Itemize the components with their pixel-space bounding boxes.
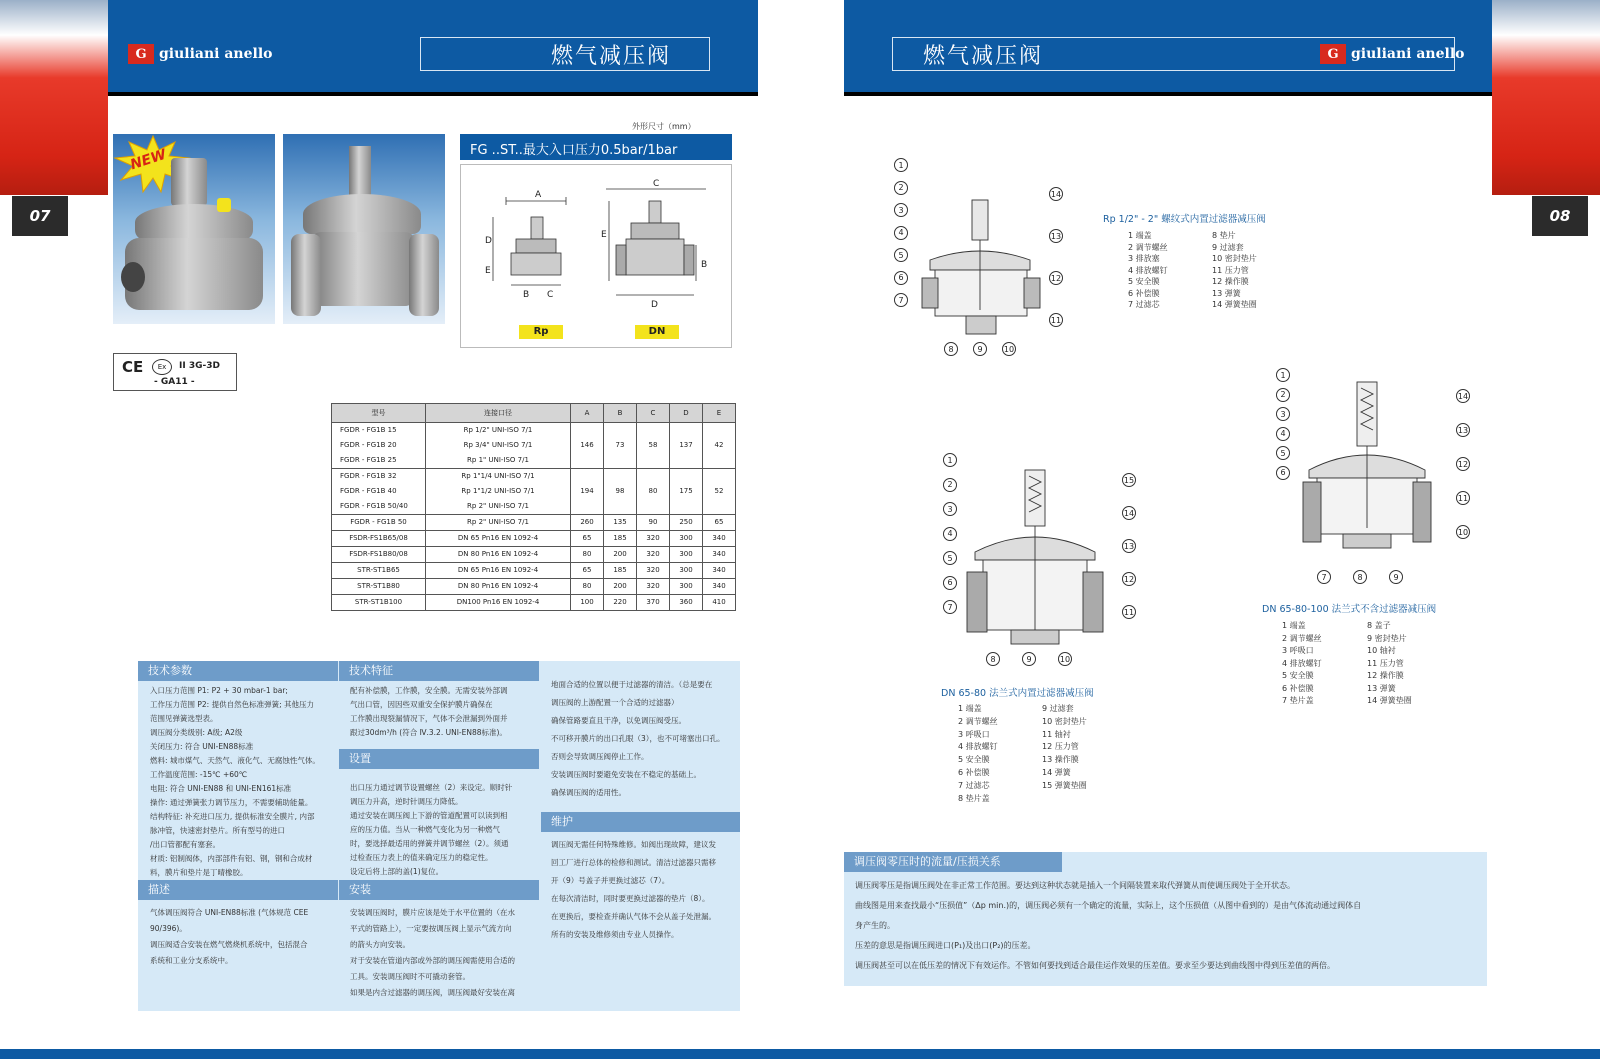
text-line: 在每次清洁时，同时要更换过滤器的垫片（8）。 [551,894,710,903]
text-line: 8 垫片盖 [958,793,990,803]
text-line: 对于安装在管道内部或外部的调压阀需使用合适的 [350,956,515,965]
text-line: 在更换后，要检查并确认气体不会从盖子处泄漏。 [551,912,716,921]
conn-cell: DN 80 Pn16 EN 1092-4 [426,579,571,595]
section-head-tech-features: 技术特征 [339,661,539,681]
callout-number: 2 [894,181,908,195]
brand-mark-icon: G [1320,44,1346,64]
table-row [332,563,736,579]
value-cell: 80 [571,547,604,563]
text-line: 11 压力管 [1367,658,1404,668]
callout-number: 6 [1276,466,1290,480]
diagram-rp-legend-left [1128,230,1168,311]
text-line: 6 补偿膜 [1282,683,1314,693]
table-row [332,547,736,563]
text-line: 8 垫片 [1212,231,1236,240]
text-line: 地面合适的位置以便于过滤器的清洁。（总是要在 [551,680,713,689]
callout-number: 1 [894,158,908,172]
text-line: 如果是内含过滤器的调压阀，调压阀最好安装在离 [350,988,515,997]
text-line: 8 盖子 [1367,621,1391,630]
text-line: 料，膜片和垫片是丁晴橡胶。 [150,868,248,877]
valve-illustration [409,234,439,316]
callout-number: 4 [894,226,908,240]
dn-label: DN [635,325,679,339]
model-cell: FGDR - FG1B 15 FGDR - FG1B 20 FGDR - FG1B 25 [332,423,426,469]
text-line: 13 弹簧 [1367,683,1396,693]
text-line: 90/396)。 [150,924,187,933]
value-cell: 200 [604,547,637,563]
callout-number: 12 [1122,572,1136,586]
ex-mark-icon: Ex [152,359,172,375]
value-cell: 146 [571,423,604,469]
callout-number: 9 [973,342,987,356]
text-line: 系统和工业分支系统中。 [150,956,233,965]
callout-number: 2 [943,478,957,492]
callout-number: 8 [986,652,1000,666]
callout-number: 13 [1122,539,1136,553]
dim-label-b: B [701,260,708,270]
dim-label-e: E [485,266,491,276]
text-line: /出口管都配有塞套。 [150,840,221,849]
value-cell: 300 [670,547,703,563]
col-header: C [637,404,670,423]
value-cell: 73 [604,423,637,469]
col-header: E [703,404,736,423]
text-line: 工作压力范围 P2: 提供自然色标准弹簧; 其他压力 [150,700,314,709]
text-line: 5 安全膜 [1282,671,1314,680]
dim-label-b: B [523,290,530,300]
text-line: 所有的安装及维修须由专业人员操作。 [551,930,679,939]
callout-number: 5 [1276,446,1290,460]
col-header: B [604,404,637,423]
text-line: 的箭头方向安装。 [350,940,410,949]
text-line: 4 排放螺钉 [958,742,998,752]
text-line: 不可移开膜片的出口孔眼（3），也不可堵塞出口孔。 [551,734,725,743]
callout-number: 2 [1276,388,1290,402]
text-line: 时，要选择最适用的弹簧并调节螺丝（2）。须通 [350,839,509,848]
page-title-left: 燃气减压阀 [420,37,710,71]
table-row [332,515,736,531]
callout-number: 13 [1049,229,1063,243]
callout-number: 14 [1456,389,1470,403]
value-cell: 360 [670,595,703,611]
callout-number: 7 [1317,570,1331,584]
diagram-rp-legend-right [1212,230,1257,311]
callout-number: 10 [1002,342,1016,356]
callout-number: 10 [1456,525,1470,539]
value-cell: 137 [670,423,703,469]
text-line: 应的压力值。当从一种燃气变化为另一种燃气 [350,825,500,834]
diagram-dn6580-drawing [955,462,1125,662]
diagram-dn65100-drawing [1295,378,1455,568]
text-line: 2 调节螺丝 [958,716,998,726]
text-line: 12 操作膜 [1367,671,1404,680]
value-cell: 65 [571,531,604,547]
table-row [332,423,736,469]
corner-decoration-right [1492,0,1600,195]
col-header: 连接口径 [426,404,571,423]
text-line: 12 操作膜 [1212,277,1249,286]
model-cell: FGDR - FG1B 32 FGDR - FG1B 40 FGDR - FG1B 50/40 [332,469,426,515]
value-cell: 90 [637,515,670,531]
dim-label-c: C [653,179,660,189]
callout-number: 12 [1456,457,1470,471]
value-cell: 65 [703,515,736,531]
text-line: 11 压力管 [1212,265,1249,275]
diagram-dn6580-legend-right [1042,703,1087,793]
text-line: 电阻: 符合 UNI-EN88 和 UNI-EN161标准 [150,784,292,793]
value-cell: 185 [604,531,637,547]
text-line: 操作: 通过弹簧张力调节压力，不需要辅助能量。 [150,798,313,807]
text-line: 回工厂进行总体的检修和测试。清洁过滤器只需移 [551,858,716,867]
col-header: D [670,404,703,423]
value-cell: 370 [637,595,670,611]
callout-number: 11 [1456,491,1470,505]
text-line: 曲线图是用来查找最小“压损值”（Δp min.)的，调压阀必须有一个确定的流量，实际上，这个压损值（从图中看到的）是由气体流动通过阀体自 [855,901,1362,910]
value-cell: 65 [571,563,604,579]
page-number-right: 08 [1532,196,1588,236]
certification-box [113,353,237,391]
model-cell: STR-ST1B80 [332,579,426,595]
text-line: 确保管路要直且干净，以免调压阀受压。 [551,716,686,725]
brand-name: giuliani anello [159,46,273,62]
valve-illustration [311,232,415,306]
text-line: 2 调节螺丝 [1128,242,1168,252]
callout-number: 13 [1456,423,1470,437]
value-cell: 300 [670,563,703,579]
dimension-drawing [461,165,731,347]
conn-cell: DN 80 Pn16 EN 1092-4 [426,547,571,563]
text-line: 调压阀分类级别: A级; A2级 [150,728,243,737]
value-cell: 42 [703,423,736,469]
value-cell: 320 [637,531,670,547]
text-line: 气出口管，因因些双重安全保护膜片确保在 [350,700,493,709]
diagram-rp-drawing [900,160,1070,350]
text-line: 5 安全膜 [958,755,990,765]
text-line: 14 弹簧垫圈 [1367,696,1412,705]
text-line: 调压阀无需任何特殊维修。如阀出现故障，建议发 [551,840,716,849]
text-line: 调压阀适合安装在燃气燃烧机系统中，包括混合 [150,940,308,949]
text-line: 2 调节螺丝 [1282,633,1322,643]
text-line: 气体调压阀符合 UNI-EN88标准 (气体规范 CEE [150,908,309,917]
value-cell: 320 [637,563,670,579]
text-line: 9 过滤套 [1042,704,1074,713]
value-cell: 340 [703,563,736,579]
model-cell: STR-ST1B65 [332,563,426,579]
table-row [332,595,736,611]
rp-label: Rp [519,325,563,339]
section-head-install: 安装 [339,880,539,900]
section-text-tech-params [150,684,340,880]
dim-label-e: E [601,230,607,240]
callout-number: 3 [943,502,957,516]
product-photo-threaded [113,134,275,324]
page-number-left: 07 [12,196,68,236]
text-line: 调压阀甚至可以在低压差的情况下有效运作。不管如何要找到适合最佳运作效果的压差值。要求至少要达到曲线图中得到压差值的两倍。 [855,961,1335,970]
model-cell: FSDR-FS1B80/08 [332,547,426,563]
text-line: 调压阀的上游配置一个合适的过滤器） [551,698,679,707]
conn-cell: DN 65 Pn16 EN 1092-4 [426,563,571,579]
col-header: 型号 [332,404,426,423]
diagram-rp-title: Rp 1/2" - 2" 螺纹式内置过滤器减压阀 [1103,214,1266,225]
footer-band [0,1049,1600,1059]
value-cell: 300 [670,579,703,595]
dimension-note: 外形尺寸（mm） [632,122,696,131]
text-line: 10 密封垫片 [1042,716,1087,726]
diagram-dn65100-title: DN 65-80-100 法兰式不含过滤器减压阀 [1262,604,1437,615]
diagram-dn6580-title: DN 65-80 法兰式内置过滤器减压阀 [941,688,1094,699]
text-line: 调压力升高，逆时针调压力降低。 [350,797,463,806]
text-line: 范围见弹簧选型表。 [150,714,218,723]
value-cell: 320 [637,579,670,595]
series-title: FG ..ST..最大入口压力0.5bar/1bar [470,143,678,158]
table-header-row [332,404,736,423]
text-line: 7 过滤芯 [1128,300,1160,309]
text-line: 5 安全膜 [1128,277,1160,286]
text-line: 过检查压力表上的值来确定压力的稳定性。 [350,853,493,862]
section-text-maintenance [551,836,741,944]
callout-number: 4 [943,527,957,541]
text-line: 1 端盖 [1282,621,1306,630]
valve-illustration [291,234,321,316]
valve-illustration [349,146,371,196]
section-text-install-cont [551,676,741,802]
dimension-drawing-panel [460,164,732,348]
spec-table [331,403,736,611]
text-line: 3 排放塞 [1128,254,1160,263]
table-row [332,531,736,547]
text-line: 4 排放螺钉 [1282,658,1322,668]
text-line: 关闭压力: 符合 UNI-EN88标准 [150,742,254,751]
text-line: 12 压力管 [1042,742,1079,752]
text-line: 9 过滤套 [1212,242,1244,252]
corner-decoration-left [0,0,108,195]
text-line: 设定后将上部的盖(1)复位。 [350,867,444,876]
value-cell: 175 [670,469,703,515]
table-row [332,579,736,595]
series-title-bar [460,134,732,160]
dim-label-a: A [535,190,542,200]
value-cell: 260 [571,515,604,531]
text-line: 11 轴衬 [1042,729,1071,739]
value-cell: 340 [703,579,736,595]
text-line: 结构特征: 补充进口压力, 提供标准安全膜片, 内部 [150,812,315,821]
valve-illustration [171,158,207,206]
text-line: 3 呼吸口 [958,729,990,739]
value-cell: 320 [637,547,670,563]
text-line: 4 排放螺钉 [1128,265,1168,275]
callout-number: 4 [1276,427,1290,441]
callout-number: 15 [1122,473,1136,487]
callout-number: 3 [1276,407,1290,421]
callout-number: 6 [894,271,908,285]
callout-number: 12 [1049,271,1063,285]
value-cell: 220 [604,595,637,611]
text-line: 工作膜出现裂漏情况下，气体不会泄漏到外面并 [350,714,508,723]
table-row [332,469,736,515]
callout-number: 10 [1058,652,1072,666]
section-text-install [350,905,540,1001]
diagram-dn6580-legend-left [958,703,998,805]
text-line: 配有补偿膜，工作膜，安全膜。无需安装外部调 [350,686,508,695]
conn-cell: Rp 1"1/4 UNI-ISO 7/1 Rp 1"1/2 UNI-ISO 7/1 Rp 2" UNI-ISO 7/1 [426,469,571,515]
callout-number: 1 [1276,368,1290,382]
callout-number: 7 [943,600,957,614]
brand-name: giuliani anello [1351,46,1465,62]
value-cell: 200 [604,579,637,595]
brand-mark-icon: G [128,44,154,64]
text-line: 10 密封垫片 [1212,254,1257,263]
col-header: A [571,404,604,423]
text-line: 工作温度范围: -15℃ +60℃ [150,770,248,779]
value-cell: 300 [670,531,703,547]
valve-illustration [303,194,421,234]
product-photo-flanged [283,134,445,324]
text-line: 入口压力范围 P1: P2 + 30 mbar-1 bar; [150,686,288,695]
dim-label-d: D [651,300,658,310]
value-cell: 410 [703,595,736,611]
text-line: 13 弹簧 [1212,288,1241,298]
text-line: 7 过滤芯 [958,780,990,790]
text-line: 10 轴衬 [1367,646,1396,655]
diagram-dn65100-legend-right [1367,620,1412,708]
valve-illustration [135,204,253,240]
text-line: 安装调压阀时，膜片应该是处于水平位置的（在水 [350,908,515,917]
model-cell: STR-ST1B100 [332,595,426,611]
value-cell: 340 [703,531,736,547]
model-cell: FGDR - FG1B 50 [332,515,426,531]
text-line: 燃料: 城市煤气、天然气、液化气、无腐蚀性气体。 [150,756,320,765]
conn-cell: DN100 Pn16 EN 1092-4 [426,595,571,611]
value-cell: 340 [703,547,736,563]
text-line: 14 弹簧垫圈 [1212,300,1257,309]
text-line: 1 端盖 [958,704,982,713]
value-cell: 100 [571,595,604,611]
flow-section-text [855,876,1475,976]
value-cell: 250 [670,515,703,531]
text-line: 确保调压阀的适用性。 [551,788,626,797]
cert-code: - GA11 - [154,377,195,387]
callout-number: 7 [894,293,908,307]
callout-number: 11 [1122,605,1136,619]
valve-illustration [217,198,231,212]
callout-number: 14 [1049,187,1063,201]
text-line: 调压阀零压是指调压阀处在非正常工作范围。要达到这种状态就是插入一个间隔装置来取代弹簧从而使调压阀处于全开状态。 [855,881,1295,890]
text-line: 3 呼吸口 [1282,646,1314,655]
callout-number: 6 [943,576,957,590]
conn-cell: Rp 2" UNI-ISO 7/1 [426,515,571,531]
dim-label-c: C [547,290,554,300]
text-line: 通过安装在调压阀上下游的管道配置可以读到相 [350,811,508,820]
callout-number: 11 [1049,313,1063,327]
conn-cell: DN 65 Pn16 EN 1092-4 [426,531,571,547]
value-cell: 135 [604,515,637,531]
text-line: 9 密封垫片 [1367,633,1407,643]
conn-cell: Rp 1/2" UNI-ISO 7/1 Rp 3/4" UNI-ISO 7/1 Rp 1" UNI-ISO 7/1 [426,423,571,469]
section-head-description: 描述 [138,880,338,900]
header-rule-right [844,92,1538,96]
value-cell: 194 [571,469,604,515]
text-line: 脉冲管，快速密封垫片。所有型号的进口 [150,826,285,835]
flow-section-head: 调压阀零压时的流量/压损关系 [844,852,1062,872]
page-title-right: 燃气减压阀 [892,37,1455,71]
text-line: 否则会导致调压阀停止工作。 [551,752,649,761]
callout-number: 14 [1122,506,1136,520]
text-line: 工具。安装调压阀时不可撬动套管。 [350,972,470,981]
text-line: 出口压力通过调节设置螺丝（2）来设定。顺时针 [350,783,513,792]
value-cell: 185 [604,563,637,579]
text-line: 13 操作膜 [1042,755,1079,765]
text-line: 6 补偿膜 [958,767,990,777]
brand-logo-right [1320,44,1465,64]
text-line: 平式的管路上），一定要按调压阀上显示气流方向 [350,924,512,933]
dim-label-d: D [485,236,492,246]
callout-number: 8 [1353,570,1367,584]
model-cell: FSDR-FS1B65/08 [332,531,426,547]
callout-number: 1 [943,453,957,467]
text-line: 6 补偿膜 [1128,288,1160,298]
value-cell: 98 [604,469,637,515]
brand-logo-left [128,44,273,64]
text-line: 跟过30dm³/h (符合 Ⅳ.3.2. UNI-EN88标准)。 [350,728,507,737]
text-line: 材质: 铝制阀体，内部部件有铝、钢，钢和合成材 [150,854,313,863]
diagram-dn65100-legend-left [1282,620,1322,708]
new-badge-text: NEW [128,146,169,174]
header-rule-left [62,92,758,96]
section-text-tech-features [350,684,540,740]
callout-number: 3 [894,203,908,217]
callout-number: 9 [1389,570,1403,584]
section-text-setting [350,781,540,879]
section-head-setting: 设置 [339,749,539,769]
ce-mark: CE [122,358,144,376]
text-line: 身产生的。 [855,921,895,930]
text-line: 开（9）号盖子并更换过滤芯（7）。 [551,876,670,885]
valve-illustration [125,238,263,310]
section-text-description [150,905,340,969]
callout-number: 9 [1022,652,1036,666]
text-line: 压差的意思是指调压阀进口(P₁)及出口(P₂)的压差。 [855,941,1036,950]
value-cell: 58 [637,423,670,469]
text-line: 1 端盖 [1128,231,1152,240]
text-line: 14 弹簧 [1042,767,1071,777]
value-cell: 80 [571,579,604,595]
value-cell: 80 [637,469,670,515]
valve-illustration [121,262,145,292]
callout-number: 8 [944,342,958,356]
text-line: 安装调压阀时要避免安装在不稳定的基础上。 [551,770,701,779]
text-line: 7 垫片盖 [1282,696,1314,705]
text-line: 15 弹簧垫圈 [1042,780,1087,790]
value-cell: 52 [703,469,736,515]
callout-number: 5 [894,248,908,262]
callout-number: 5 [943,551,957,565]
section-head-maintenance: 维护 [541,812,740,832]
cert-class: II 3G-3D [179,361,220,371]
section-head-tech-params: 技术参数 [138,661,338,681]
